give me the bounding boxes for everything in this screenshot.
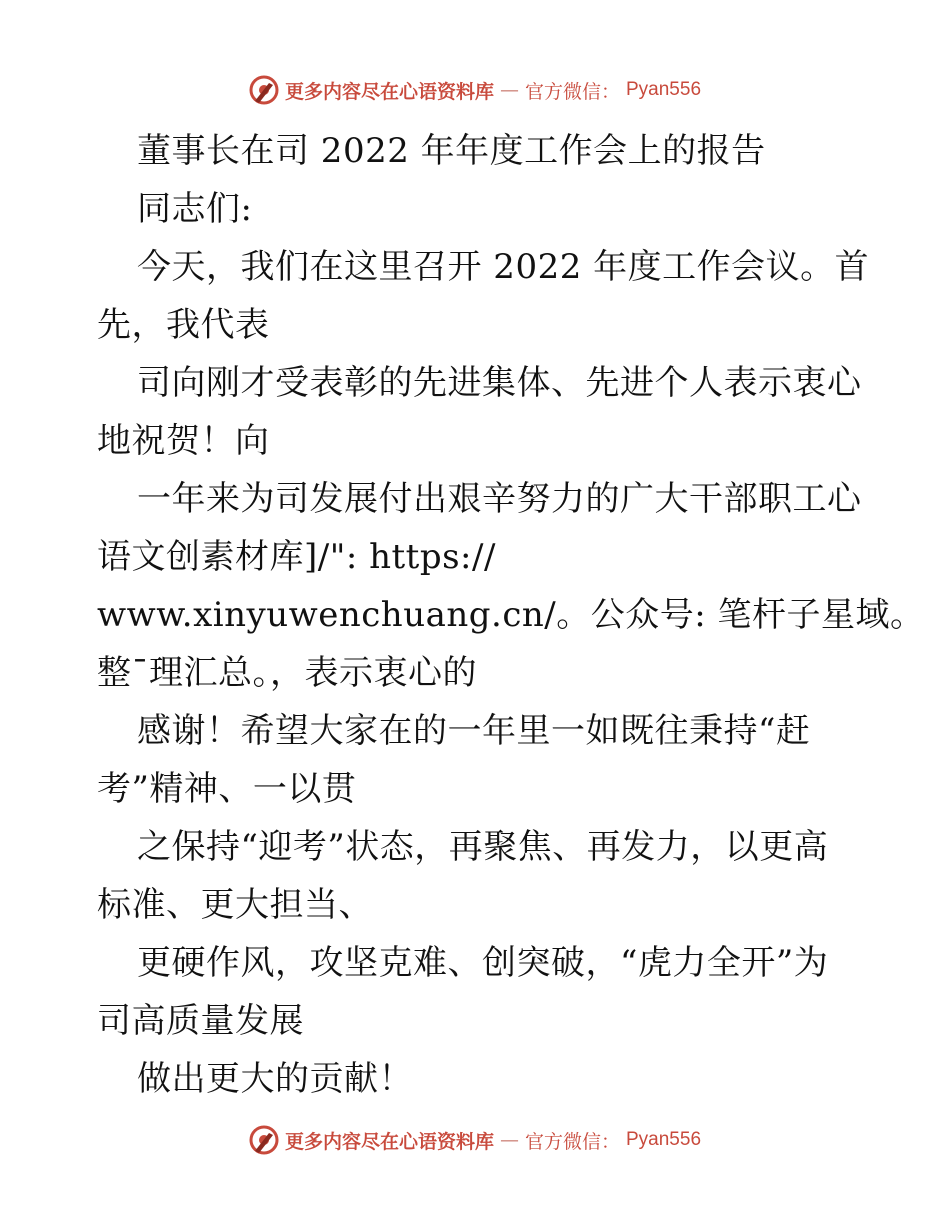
banner-tagline: 更多内容尽在心语资料库 bbox=[284, 1130, 494, 1153]
banner-wechat-id: Pyan556 bbox=[626, 1129, 702, 1150]
paragraph-line: 司向刚才受表彰的先进集体、先进个人表示衷心 bbox=[137, 363, 862, 403]
paragraph-line: 语文创素材库]/": https:// bbox=[97, 537, 496, 577]
paragraph-line: 更硬作风，攻坚克难、创突破，“虎力全开”为 bbox=[137, 943, 829, 983]
banner-tagline: 更多内容尽在心语资料库 bbox=[284, 80, 494, 103]
banner-official-label: 官方微信： bbox=[524, 80, 620, 103]
paragraph-line: 今天，我们在这里召开 2022 年度工作会议。首 bbox=[137, 247, 870, 287]
paragraph-line: 整¯理汇总。，表示衷心的 bbox=[97, 653, 477, 693]
document-body bbox=[97, 122, 925, 1108]
pen-logo-icon bbox=[249, 75, 279, 105]
paragraph-line: 一年来为司发展付出艰辛努力的广大干部职工心 bbox=[137, 479, 862, 519]
banner-official-label: 官方微信： bbox=[524, 1130, 620, 1153]
banner-separator: — bbox=[499, 1129, 519, 1151]
pen-logo-icon bbox=[249, 1125, 279, 1155]
header-banner bbox=[0, 70, 950, 110]
paragraph-line: 感谢！希望大家在的一年里一如既往秉持“赶 bbox=[137, 711, 811, 751]
banner-separator: — bbox=[499, 79, 519, 101]
paragraph-line: 之保持“迎考”状态，再聚焦、再发力，以更高 bbox=[137, 827, 829, 867]
paragraph-line: 做出更大的贡献！ bbox=[137, 1059, 413, 1099]
paragraph-line: 先，我代表 bbox=[97, 305, 270, 345]
paragraph-line: 司高质量发展 bbox=[97, 1001, 304, 1041]
banner-wechat-id: Pyan556 bbox=[626, 79, 702, 100]
paragraph-line: 地祝贺！向 bbox=[97, 421, 270, 461]
paragraph-line: 标准、更大担当、 bbox=[97, 885, 373, 925]
salutation: 同志们: bbox=[137, 189, 253, 229]
paragraph-line: 考”精神、一以贯 bbox=[97, 769, 357, 809]
footer-banner bbox=[0, 1120, 950, 1160]
paragraph-line: www.xinyuwenchuang.cn/。公众号: 笔杆子星域。 bbox=[97, 595, 925, 635]
document-title: 董事长在司 2022 年年度工作会上的报告 bbox=[137, 131, 766, 171]
